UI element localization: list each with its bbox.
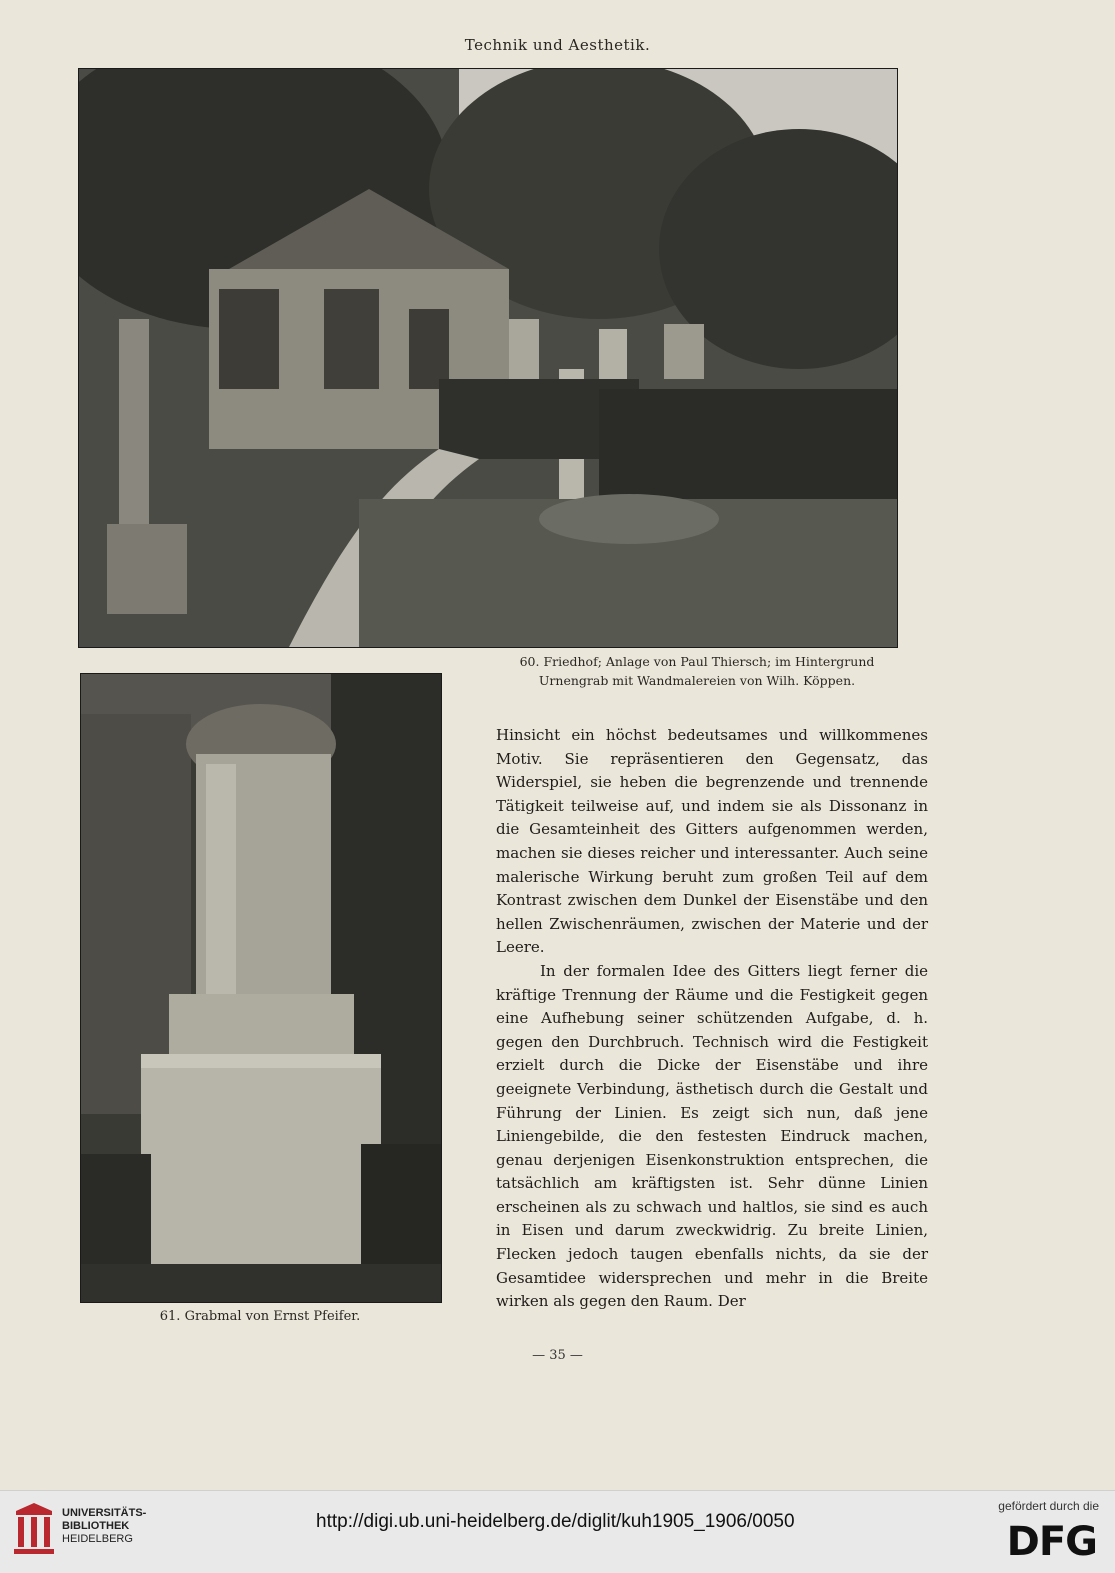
permalink-url[interactable]: http://digi.ub.uni-heidelberg.de/diglit/kuh1905_1906/0050 [316,1511,795,1532]
figure-61-caption: 61. Grabmal von Ernst Pfeifer. [159,1309,361,1324]
library-name-line-2: BIBLIOTHEK [62,1520,130,1532]
page-number: — 35 — [532,1348,583,1363]
cemetery-photo-graphic [79,69,897,647]
dfg-logo: DFG [1006,1519,1097,1565]
footer-bar [0,1490,1115,1573]
grave-monument-graphic [81,674,441,1302]
library-name-line-1: UNIVERSITÄTS- [62,1507,147,1519]
body-text [496,724,928,1314]
library-name [62,1507,146,1546]
figure-60-caption-line-2: Urnengrab mit Wandmalereien von Wilh. Köppen. [538,673,856,688]
running-head: Technik und Aesthetik. [464,36,651,54]
ub-heidelberg-logo-icon [12,1501,56,1557]
figure-60-caption-line-1: 60. Friedhof; Anlage von Paul Thiersch; im Hintergrund [519,654,875,669]
paragraph-1: Hinsicht ein höchst bedeutsames und willkommenes Motiv. Sie repräsentieren den Gegensatz, das Widerspiel, sie heben die begrenzende und trennende Tätigkeit teilweise auf, und indem sie als Dissonanz in die Gesamteinheit des Gitters aufgenommen werden, machen sie dieses reicher und interessanter. Auch seine malerische Wirkung beruht zum großen Teil auf dem Kontrast zwischen dem Dunkel der Eisenstäbe und den hellen Zwischenräumen, zwischen der Materie und der Leere. [496,726,928,957]
figure-61-photo [80,673,442,1303]
figure-60-caption [488,652,906,690]
figure-60-photo [78,68,898,648]
sponsor-label: gefördert durch die [998,1499,1099,1513]
library-name-line-3: HEIDELBERG [62,1533,133,1545]
paragraph-2: In der formalen Idee des Gitters liegt ferner die kräftige Trennung der Räume und die Festigkeit gegen eine Aufhebung seiner schützenden Aufgabe, d. h. gegen den Durchbruch. Technisch wird die Festigkeit erzielt durch die Dicke der Eisenstäbe und ihre geeignete Verbindung, ästhetisch durch die Gestalt und Führung der Linien. Es zeigt sich nun, daß jene Liniengebilde, die den festesten Eindruck machen, genau derjenigen Eisenkonstruktion entsprechen, die tatsächlich am kräftigsten ist. Sehr dünne Linien erscheinen als zu schwach und haltlos, sie sind es auch in Eisen und darum zweckwidrig. Zu breite Linien, Flecken jedoch taugen ebenfalls nichts, da sie der Gesamtidee widersprechen und mehr in die Breite wirken als gegen den Raum. Der [496,961,928,1311]
